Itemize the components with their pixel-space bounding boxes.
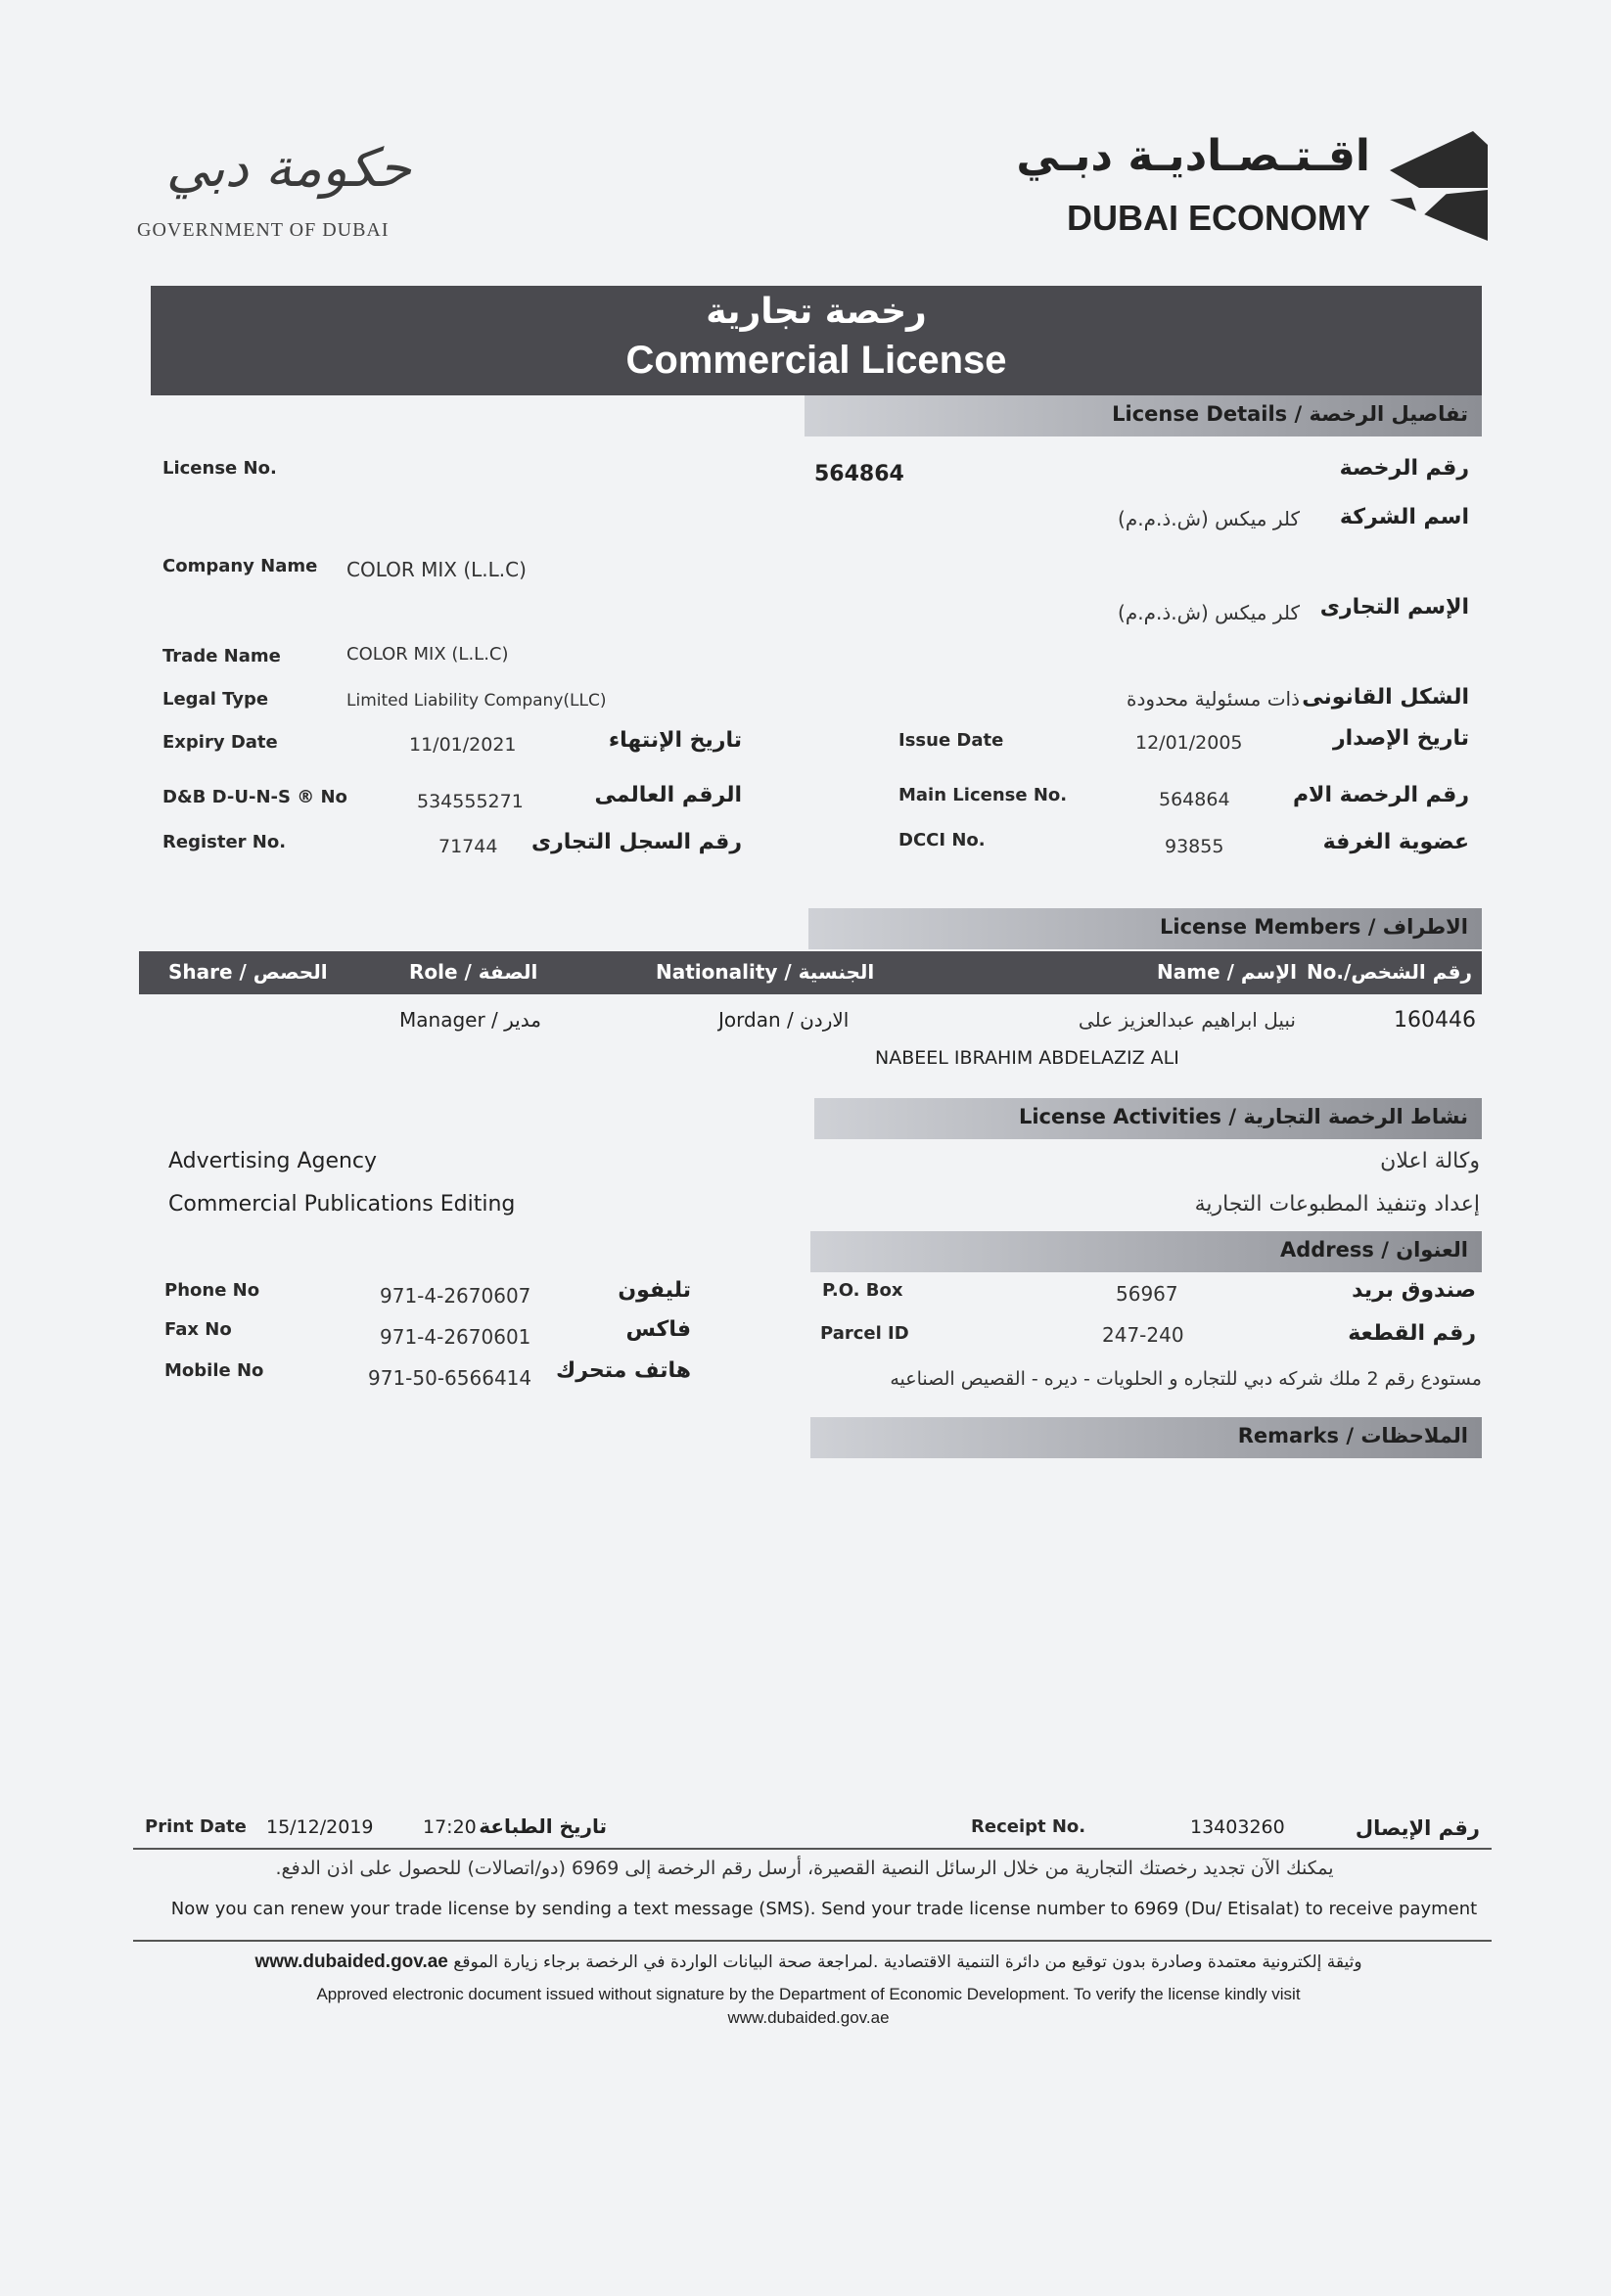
dcci-no-label-arabic: عضوية الغرفة: [1322, 830, 1469, 854]
dcci-no-label: DCCI No.: [898, 830, 986, 850]
col-no: No./رقم الشخص: [1306, 960, 1472, 984]
approved-notice-english: Approved electronic document issued without signature by the Department of Economic Development. To verify the license kindly visit: [316, 1985, 1301, 2003]
legal-type-value-arabic: ذات مسئولية محدودة: [1127, 687, 1300, 711]
parcel-id-value: 247-240: [1102, 1323, 1184, 1347]
company-name-label-arabic: اسم الشركة: [1339, 505, 1469, 529]
footer-divider-bottom: [133, 1940, 1492, 1942]
activity-english: Advertising Agency: [168, 1149, 378, 1173]
po-box-value: 56967: [1116, 1282, 1178, 1306]
gov-logo-english: GOVERNMENT OF DUBAI: [137, 219, 390, 241]
company-name-value-arabic: كلر ميكس (ش.ذ.م.م): [1118, 507, 1300, 530]
member-role: Manager / مدير: [399, 1008, 541, 1032]
approved-notice-arabic: وثيقة إلكترونية معتمدة وصادرة بدون توقيع من دائرة التنمية الاقتصادية .لمراجعة صحة البيانات الواردة في الرخصة برجاء زيارة الموقع: [453, 1952, 1362, 1972]
banner-title-english: Commercial License: [625, 339, 1007, 382]
expiry-date-label-arabic: تاريخ الإنتهاء: [608, 728, 742, 753]
legal-type-label: Legal Type: [162, 689, 269, 710]
main-license-label-arabic: رقم الرخصة الام: [1292, 783, 1469, 807]
phone-value: 971-4-2670607: [380, 1284, 531, 1308]
address-title: Address / العنوان: [1279, 1238, 1468, 1262]
license-no-label: License No.: [162, 458, 277, 479]
license-details-title: License Details / تفاصيل الرخصة: [1112, 402, 1468, 426]
issue-date-label-arabic: تاريخ الإصدار: [1332, 726, 1469, 751]
duns-value: 534555271: [417, 791, 524, 812]
approved-notice-arabic-line: [133, 1952, 1484, 1973]
duns-label-arabic: الرقم العالمى: [594, 783, 742, 807]
member-name-english: NABEEL IBRAHIM ABDELAZIZ ALI: [875, 1047, 1179, 1069]
fax-value: 971-4-2670601: [380, 1325, 531, 1349]
remarks-section-header: [810, 1417, 1482, 1458]
duns-label: D&B D-U-N-S ® No: [162, 787, 347, 807]
po-box-label: P.O. Box: [822, 1280, 903, 1301]
activity-arabic: إعداد وتنفيذ المطبوعات التجارية: [1194, 1192, 1480, 1217]
col-share: Share / الحصص: [168, 960, 328, 984]
member-number: 160446: [1394, 1008, 1476, 1033]
approved-site-link-2[interactable]: www.dubaided.gov.ae: [727, 2008, 890, 2027]
main-license-value: 564864: [1159, 789, 1230, 810]
trade-name-label-arabic: الإسم التجارى: [1319, 595, 1469, 620]
issue-date-value: 12/01/2005: [1135, 732, 1243, 754]
phone-label: Phone No: [164, 1280, 260, 1301]
mobile-label: Mobile No: [164, 1360, 264, 1381]
trade-name-value-arabic: كلر ميكس (ش.ذ.م.م): [1118, 601, 1300, 624]
receipt-no-label: Receipt No.: [971, 1816, 1086, 1837]
print-date-value: 15/12/2019: [266, 1816, 374, 1838]
dcci-no-value: 93855: [1165, 836, 1224, 857]
register-no-label-arabic: رقم السجل التجارى: [530, 830, 742, 854]
trade-name-value: COLOR MIX (L.L.C): [346, 644, 509, 665]
commercial-license-banner: [151, 286, 1482, 395]
license-no-label-arabic: رقم الرخصة: [1339, 456, 1469, 481]
fax-label: Fax No: [164, 1319, 232, 1340]
dubai-economy-english: DUBAI ECONOMY: [1066, 198, 1370, 238]
license-activities-title: License Activities / نشاط الرخصة التجارية: [1018, 1105, 1468, 1128]
receipt-no-value: 13403260: [1190, 1816, 1285, 1838]
expiry-date-value: 11/01/2021: [409, 734, 517, 756]
dubai-economy-logo: [1016, 127, 1488, 245]
legal-type-label-arabic: الشكل القانونى: [1302, 685, 1469, 710]
footer-divider-top: [133, 1848, 1492, 1850]
trade-name-label: Trade Name: [162, 646, 281, 666]
government-of-dubai-logo: [137, 137, 431, 245]
register-no-label: Register No.: [162, 832, 287, 852]
dubai-economy-arabic: اقـتـصـاديـة دبـي: [1016, 131, 1370, 181]
company-name-value: COLOR MIX (L.L.C): [346, 558, 527, 581]
banner-title-arabic: رخصة تجارية: [706, 292, 927, 332]
mobile-label-arabic: هاتف متحرك: [556, 1358, 691, 1383]
approved-site-link[interactable]: www.dubaided.gov.ae: [254, 1952, 448, 1972]
dubai-economy-emblem-icon: [1390, 131, 1488, 241]
license-members-title: License Members / الاطراف: [1160, 915, 1468, 939]
expiry-date-label: Expiry Date: [162, 732, 278, 753]
address-section-header: [810, 1231, 1482, 1272]
license-activities-section-header: [814, 1098, 1482, 1139]
print-date-label: Print Date: [145, 1816, 247, 1837]
license-no-value: 564864: [814, 462, 904, 486]
activity-english: Commercial Publications Editing: [168, 1192, 516, 1217]
issue-date-label: Issue Date: [898, 730, 1004, 751]
remarks-title: Remarks / الملاحظات: [1237, 1424, 1468, 1447]
member-name-arabic: نبيل ابراهيم عبدالعزيز على: [1078, 1008, 1296, 1032]
parcel-id-label-arabic: رقم القطعة: [1348, 1321, 1476, 1346]
member-nationality: Jordan / الاردن: [718, 1008, 850, 1032]
address-line-arabic: مستودع رقم 2 ملك شركه دبي للتجاره و الحلويات - ديره - القصيص الصناعيه: [890, 1368, 1482, 1390]
gov-logo-arabic: حكومة دبي: [165, 137, 411, 199]
renew-notice-arabic: يمكنك الآن تجديد رخصتك التجارية من خلال الرسائل النصية القصيرة، أرسل رقم الرخصة إلى 6969 (دو/اتصالات) للحصول على اذن الدفع.: [275, 1858, 1334, 1879]
col-nationality: Nationality / الجنسية: [656, 960, 875, 984]
company-name-label: Company Name: [162, 556, 318, 576]
members-column-header: [139, 951, 1482, 994]
receipt-no-label-arabic: رقم الإيصال: [1355, 1816, 1480, 1840]
mobile-value: 971-50-6566414: [368, 1366, 532, 1390]
activity-arabic: وكالة اعلان: [1380, 1149, 1480, 1173]
col-name: Name / الإسم: [1157, 960, 1297, 984]
renew-notice-english: Now you can renew your trade license by sending a text message (SMS). Send your trade license number to 6969 (Du/ Etisalat) to receive payment: [170, 1899, 1478, 1919]
register-no-value: 71744: [438, 836, 498, 857]
main-license-label: Main License No.: [898, 785, 1068, 805]
parcel-id-label: Parcel ID: [820, 1323, 909, 1344]
license-members-section-header: [808, 908, 1482, 949]
legal-type-value: Limited Liability Company(LLC): [346, 691, 607, 711]
po-box-label-arabic: صندوق بريد: [1352, 1278, 1476, 1303]
license-details-section-header: [805, 395, 1482, 436]
phone-label-arabic: تليفون: [618, 1278, 691, 1303]
print-date-label-arabic: تاريخ الطباعة: [479, 1814, 607, 1838]
print-time-value: 17:20: [423, 1816, 477, 1838]
fax-label-arabic: فاكس: [625, 1317, 691, 1342]
col-role: Role / الصفة: [409, 960, 538, 984]
